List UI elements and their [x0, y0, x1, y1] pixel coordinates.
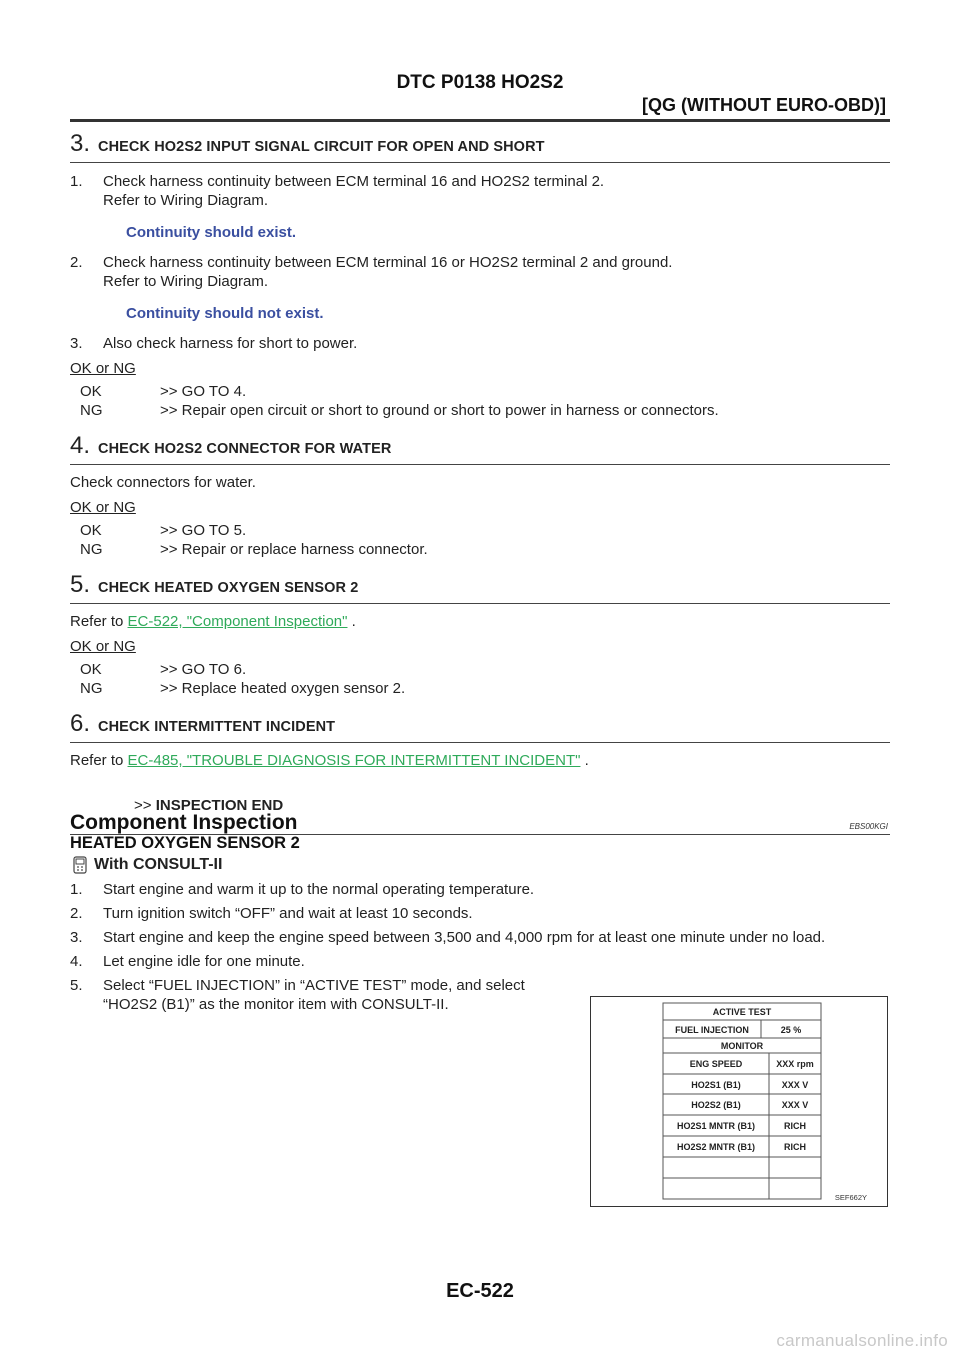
item-text: Also check harness for short to power. — [103, 335, 358, 352]
step-text — [70, 751, 890, 770]
item-text: Start engine and keep the engine speed between 3,500 and 4,000 rpm for at least one minute under no load. — [103, 929, 826, 946]
ok-or-ng-label: OK or NG — [70, 360, 136, 377]
active-test-label: ACTIVE TEST — [712, 1007, 772, 1017]
step-title: CHECK HEATED OXYGEN SENSOR 2 — [98, 580, 359, 596]
monitor-row-label: HO2S1 (B1) — [691, 1080, 741, 1090]
list-item — [70, 253, 890, 291]
item-number: 1. — [70, 173, 83, 190]
result-key: NG — [80, 541, 103, 558]
fuel-injection-value: 25 % — [780, 1025, 802, 1035]
list-item — [70, 928, 890, 947]
item-number: 2. — [70, 254, 83, 271]
step-number: 4. — [70, 432, 91, 459]
consult-note — [72, 856, 222, 874]
step-3-heading — [70, 132, 890, 163]
consult-label: With CONSULT-II — [94, 856, 223, 873]
page-number: EC-522 — [446, 1280, 514, 1302]
end-text: INSPECTION END — [155, 797, 284, 814]
monitor-row-value: XXX V — [781, 1080, 809, 1090]
item-text — [103, 172, 890, 210]
result-text: >> GO TO 6. — [160, 661, 247, 678]
monitor-row-label: HO2S1 MNTR (B1) — [676, 1121, 756, 1131]
result-key: OK — [80, 522, 102, 539]
step-number: 3. — [70, 130, 91, 157]
monitor-row-value: RICH — [784, 1142, 806, 1152]
item-number: 5. — [70, 977, 83, 994]
intermittent-incident-link[interactable]: EC-485, "TROUBLE DIAGNOSIS FOR INTERMITTENT INCIDENT" — [127, 752, 581, 769]
component-inspection-heading: Component Inspection — [70, 811, 298, 834]
result-text: >> Replace heated oxygen sensor 2. — [160, 680, 406, 697]
step-4-heading — [70, 434, 890, 465]
list-item — [70, 952, 890, 971]
result-ok — [80, 382, 890, 401]
ok-or-ng-label: OK or NG — [70, 638, 136, 655]
item-text: Let engine idle for one minute. — [103, 953, 305, 970]
result-text: >> GO TO 4. — [160, 383, 247, 400]
result-text: >> Repair or replace harness connector. — [160, 541, 428, 558]
item-line: Check harness continuity between ECM terminal 16 and HO2S2 terminal 2. — [103, 173, 605, 190]
monitor-row-label: HO2S2 MNTR (B1) — [676, 1142, 756, 1152]
step-title: CHECK INTERMITTENT INCIDENT — [98, 719, 336, 735]
refer-suffix: . — [580, 752, 589, 769]
item-line: Check harness continuity between ECM terminal 16 or HO2S2 terminal 2 and ground. — [103, 254, 673, 271]
step-title: CHECK HO2S2 CONNECTOR FOR WATER — [98, 441, 392, 457]
monitor-row-value: RICH — [784, 1121, 806, 1131]
step-number: 5. — [70, 571, 91, 598]
item-text — [103, 253, 890, 291]
item-number: 3. — [70, 335, 83, 352]
refer-prefix: Refer to — [70, 752, 128, 769]
result-ok — [80, 521, 890, 540]
component-steps — [70, 880, 890, 1014]
watermark: carmanualsonline.info — [776, 1331, 948, 1350]
result-ng — [80, 679, 890, 698]
item-text: Turn ignition switch “OFF” and wait at least 10 seconds. — [103, 905, 473, 922]
step-text: Check connectors for water. — [70, 474, 256, 491]
sensor-heading: HEATED OXYGEN SENSOR 2 — [70, 834, 300, 852]
result-ng — [80, 401, 890, 420]
item-number: 2. — [70, 905, 83, 922]
result-key: NG — [80, 402, 103, 419]
result-ok — [80, 660, 890, 679]
step-5-heading — [70, 573, 890, 604]
ok-or-ng-label: OK or NG — [70, 499, 136, 516]
component-inspection-link[interactable]: EC-522, "Component Inspection" — [127, 613, 348, 630]
monitor-label: MONITOR — [720, 1041, 764, 1051]
figure-code: SEF662Y — [834, 1193, 867, 1202]
item-text: Start engine and warm it up to the normal operating temperature. — [103, 881, 535, 898]
item-number: 1. — [70, 881, 83, 898]
page-subtitle: [QG (WITHOUT EURO-OBD)] — [642, 95, 886, 115]
monitor-row-value: XXX V — [781, 1100, 809, 1110]
item-line: Refer to Wiring Diagram. — [103, 192, 269, 209]
result-key: OK — [80, 383, 102, 400]
consult-tester-icon — [72, 856, 88, 874]
monitor-row-value: XXX rpm — [776, 1059, 814, 1069]
item-line: Refer to Wiring Diagram. — [103, 273, 269, 290]
refer-suffix: . — [347, 613, 356, 630]
list-item — [70, 880, 890, 899]
step-text — [70, 612, 890, 631]
step-number: 6. — [70, 710, 91, 737]
spec-text: Continuity should not exist. — [126, 305, 324, 322]
result-ng — [80, 540, 890, 559]
monitor-row-label: ENG SPEED — [689, 1059, 743, 1069]
header-rule — [70, 119, 890, 122]
step-title: CHECK HO2S2 INPUT SIGNAL CIRCUIT FOR OPEN AND SHORT — [98, 139, 545, 155]
item-text: Select “FUEL INJECTION” in “ACTIVE TEST” mode, and select “HO2S2 (B1)” as the monitor item with CONSULT-II. — [103, 977, 525, 1013]
section-code: EBS00KGI — [849, 822, 888, 831]
end-prefix: >> — [134, 797, 156, 814]
fuel-injection-label: FUEL INJECTION — [675, 1025, 749, 1035]
list-item — [70, 172, 890, 210]
step-6-heading — [70, 712, 890, 743]
item-number: 3. — [70, 929, 83, 946]
active-test-screen — [591, 997, 887, 1206]
refer-prefix: Refer to — [70, 613, 128, 630]
item-number: 4. — [70, 953, 83, 970]
list-item — [70, 904, 890, 923]
spec-text: Continuity should exist. — [126, 224, 297, 241]
result-key: OK — [80, 661, 102, 678]
diagnosis-steps — [70, 128, 890, 815]
list-item — [70, 334, 890, 353]
monitor-row-label: HO2S2 (B1) — [691, 1100, 741, 1110]
result-key: NG — [80, 680, 103, 697]
page-title: DTC P0138 HO2S2 — [396, 72, 564, 93]
result-text: >> GO TO 5. — [160, 522, 247, 539]
result-text: >> Repair open circuit or short to ground or short to power in harness or connectors. — [160, 402, 719, 419]
active-test-figure — [590, 996, 888, 1207]
